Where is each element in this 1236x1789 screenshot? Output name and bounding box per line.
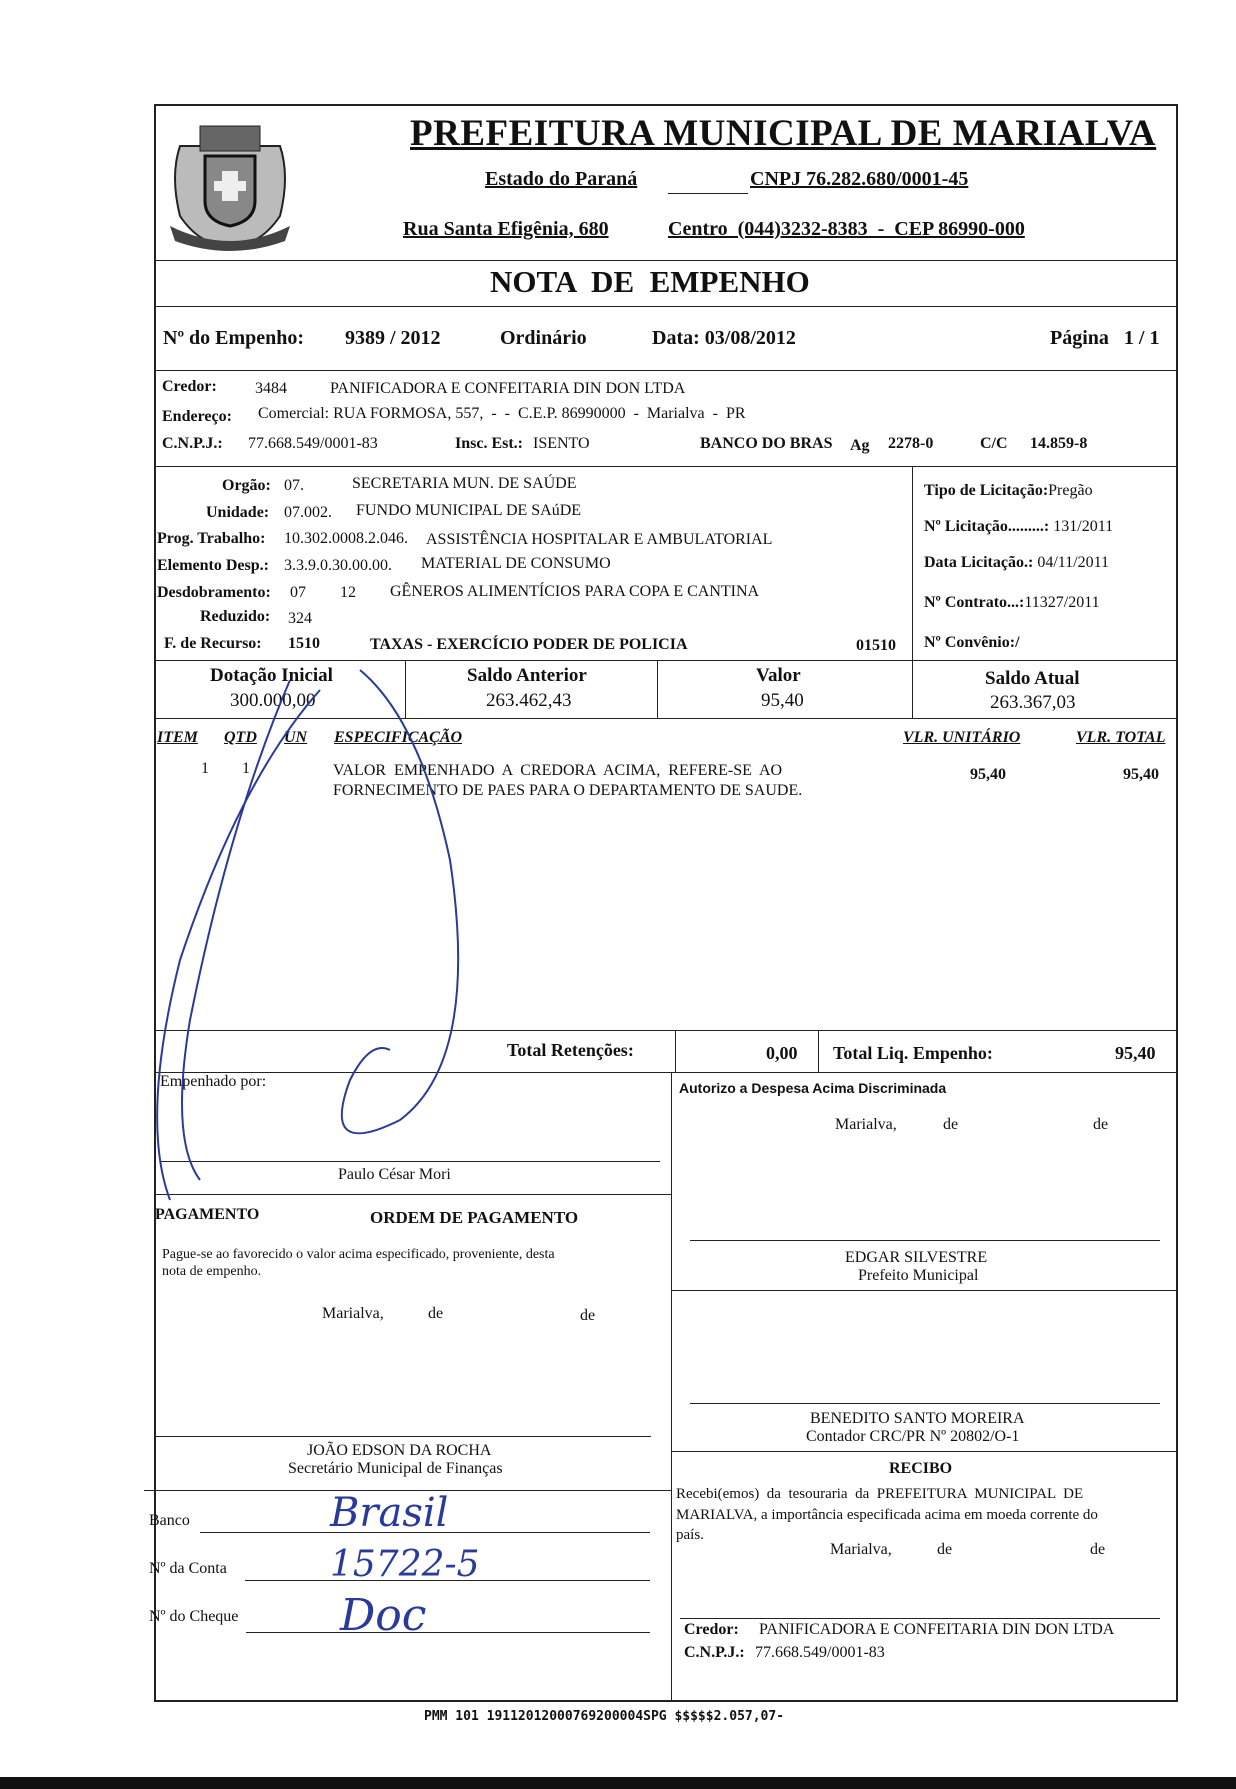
- address-label: Endereço:: [162, 408, 232, 425]
- valor-label: Valor: [756, 665, 801, 686]
- column-divider: [912, 466, 913, 660]
- credor-label: Credor:: [162, 378, 217, 395]
- secretario-name: JOÃO EDSON DA ROCHA: [307, 1442, 492, 1459]
- header-underline: [668, 193, 748, 194]
- reduzido-value: 324: [288, 610, 312, 627]
- saldo-atual-label: Saldo Atual: [985, 668, 1080, 689]
- cheque-line: [246, 1632, 650, 1633]
- licitacao-date: 04/11/2011: [1037, 554, 1110, 571]
- recibo-title: RECIBO: [889, 1460, 953, 1477]
- divider: [154, 370, 1178, 371]
- secretario-role: Secretário Municipal de Finanças: [288, 1460, 503, 1477]
- conta-label: Nº da Conta: [149, 1560, 227, 1577]
- header-title: PREFEITURA MUNICIPAL DE MARIALVA: [410, 113, 1157, 154]
- reduzido-label: Reduzido:: [200, 608, 271, 625]
- document-title: NOTA DE EMPENHO: [490, 264, 810, 299]
- desdobramento-code2: 12: [340, 584, 356, 601]
- fonte-label: F. de Recurso:: [164, 635, 262, 652]
- empenho-type: Ordinário: [500, 327, 587, 349]
- saldo-anterior-value: 263.462,43: [486, 690, 572, 711]
- desdobramento-code1: 07: [290, 584, 306, 601]
- column-divider: [657, 660, 658, 718]
- handwritten-banco: Brasil: [330, 1490, 449, 1536]
- col-especificacao: ESPECIFICAÇÃO: [334, 729, 463, 746]
- empenhado-name: Paulo César Mori: [338, 1166, 451, 1183]
- ag-label: Ag: [850, 437, 870, 454]
- pagamento-de2: de: [580, 1307, 596, 1324]
- desdobramento-label: Desdobramento:: [157, 584, 271, 601]
- recibo-cnpj-label: C.N.P.J.:: [684, 1644, 745, 1661]
- ag-value: 2278-0: [888, 435, 934, 452]
- divider: [154, 260, 1178, 261]
- recibo-credor-label: Credor:: [684, 1621, 739, 1638]
- recibo-cnpj: 77.668.549/0001-83: [755, 1644, 885, 1661]
- orgao-code: 07.: [284, 477, 304, 494]
- pague-line2: nota de empenho.: [162, 1264, 262, 1279]
- contador-role: Contador CRC/PR Nº 20802/O-1: [806, 1428, 1020, 1445]
- saldo-atual-value: 263.367,03: [990, 692, 1076, 713]
- valor-value: 95,40: [761, 690, 804, 711]
- prog-code: 10.302.0008.2.046.: [284, 530, 408, 547]
- orgao-label: Orgão:: [222, 477, 271, 494]
- prog-label: Prog. Trabalho:: [157, 530, 266, 547]
- dotacao-value: 300.000,00: [230, 690, 316, 711]
- licitacao-number-label: Nº Licitação.........: 131/2011: [924, 518, 1114, 535]
- credor-name: PANIFICADORA E CONFEITARIA DIN DON LTDA: [330, 380, 686, 397]
- bank-name: BANCO DO BRAS: [700, 435, 833, 452]
- row-desc-line2: FORNECIMENTO DE PAES PARA O DEPARTAMENTO DE SAUDE.: [333, 782, 803, 799]
- contador-name: BENEDITO SANTO MOREIRA: [810, 1410, 1025, 1427]
- coat-of-arms-logo: [160, 106, 300, 256]
- saldo-anterior-label: Saldo Anterior: [467, 665, 587, 686]
- insc-label: Insc. Est.:: [455, 435, 524, 452]
- liquido-value: 95,40: [1115, 1043, 1156, 1063]
- unidade-name: FUNDO MUNICIPAL DE SAúDE: [356, 502, 582, 519]
- fonte-name: TAXAS - EXERCÍCIO PODER DE POLICIA: [370, 636, 688, 653]
- autorizo-label: Autorizo a Despesa Acima Discriminada: [679, 1080, 947, 1096]
- handwritten-signature: [120, 660, 480, 1220]
- fonte-number: 01510: [856, 637, 896, 654]
- header-address: Rua Santa Efigênia, 680: [403, 218, 609, 240]
- prefeito-name: EDGAR SILVESTRE: [845, 1249, 988, 1266]
- row-unit-value: 95,40: [970, 766, 1006, 783]
- signature-line: [690, 1240, 1160, 1241]
- contrato-number: 11327/2011: [1024, 594, 1100, 611]
- recibo-line2: MARIALVA, a importância especificada acima em moeda corrente do: [676, 1507, 1098, 1523]
- retencoes-label: Total Retenções:: [507, 1040, 634, 1060]
- signature-line: [680, 1618, 1160, 1619]
- footer-code: PMM 101 19112012000769200004SPG $$$$$2.057,07-: [424, 1709, 785, 1724]
- signature-line: [155, 1436, 651, 1437]
- credor-code: 3484: [255, 380, 287, 397]
- fonte-code: 1510: [288, 635, 320, 652]
- empenho-label: Nº do Empenho:: [163, 327, 305, 349]
- cc-label: C/C: [980, 435, 1008, 452]
- col-un: UN: [284, 729, 308, 746]
- dotacao-label: Dotação Inicial: [210, 665, 333, 686]
- prefeito-role: Prefeito Municipal: [858, 1267, 979, 1284]
- autorizo-place: Marialva,: [835, 1116, 897, 1133]
- retencoes-value: 0,00: [766, 1043, 798, 1063]
- recibo-credor-name: PANIFICADORA E CONFEITARIA DIN DON LTDA: [759, 1621, 1115, 1638]
- row-qtd: 1: [242, 760, 250, 777]
- header-state: Estado do Paraná: [485, 168, 638, 190]
- contrato-label: Nº Contrato...:11327/2011: [924, 594, 1100, 611]
- empenho-number: 9389 / 2012: [345, 327, 441, 349]
- elemento-name: MATERIAL DE CONSUMO: [421, 555, 611, 572]
- licitacao-type-label: Tipo de Licitação:Pregão: [924, 482, 1093, 499]
- licitacao-type: Pregão: [1048, 482, 1093, 499]
- column-divider: [675, 1030, 676, 1072]
- col-qtd: QTD: [224, 729, 257, 746]
- pagamento-de1: de: [428, 1305, 444, 1322]
- recibo-line3: país.: [676, 1527, 704, 1543]
- handwritten-conta: 15722-5: [330, 1544, 480, 1585]
- column-divider: [818, 1030, 819, 1072]
- divider: [671, 1451, 1178, 1452]
- divider: [154, 306, 1178, 307]
- recibo-de2: de: [1090, 1541, 1106, 1558]
- liquido-label: Total Liq. Empenho:: [833, 1043, 993, 1063]
- empenho-date: Data: 03/08/2012: [652, 327, 796, 349]
- col-vlr-total: VLR. TOTAL: [1076, 729, 1166, 746]
- header-cnpj: CNPJ 76.282.680/0001-45: [750, 168, 969, 190]
- unidade-label: Unidade:: [206, 504, 270, 521]
- signature-line: [690, 1403, 1160, 1404]
- credor-cnpj: 77.668.549/0001-83: [248, 435, 378, 452]
- autorizo-de2: de: [1093, 1116, 1109, 1133]
- recibo-de1: de: [937, 1541, 953, 1558]
- elemento-code: 3.3.9.0.30.00.00.: [284, 557, 392, 574]
- scan-edge: [0, 1777, 1236, 1789]
- credor-address: Comercial: RUA FORMOSA, 557, - - C.E.P. 86990000 - Marialva - PR: [258, 405, 746, 422]
- licitacao-number: 131/2011: [1053, 518, 1114, 535]
- row-item: 1: [201, 760, 209, 777]
- desdobramento-name: GÊNEROS ALIMENTÍCIOS PARA COPA E CANTINA: [390, 583, 760, 600]
- header-contact: Centro (044)3232-8383 - CEP 86990-000: [668, 218, 1025, 240]
- banco-label: Banco: [149, 1512, 190, 1529]
- row-total-value: 95,40: [1123, 766, 1159, 783]
- recibo-line1: Recebi(emos) da tesouraria da PREFEITURA MUNICIPAL DE: [676, 1486, 1084, 1502]
- page-number: Página 1 / 1: [1050, 327, 1160, 349]
- unidade-code: 07.002.: [284, 504, 332, 521]
- recibo-place: Marialva,: [830, 1541, 892, 1558]
- prog-name: ASSISTÊNCIA HOSPITALAR E AMBULATORIAL: [426, 531, 773, 548]
- empenhado-label: Empenhado por:: [160, 1073, 267, 1090]
- cnpj-label: C.N.P.J.:: [162, 435, 223, 452]
- insc-value: ISENTO: [533, 435, 590, 452]
- pagamento-label: PAGAMENTO: [155, 1206, 260, 1223]
- cheque-label: Nº do Cheque: [149, 1608, 239, 1625]
- col-vlr-unitario: VLR. UNITÁRIO: [903, 729, 1021, 746]
- divider: [671, 1290, 1178, 1291]
- handwritten-cheque: Doc: [340, 1590, 427, 1641]
- col-item: ITEM: [157, 729, 198, 746]
- convenio-label: Nº Convênio:/: [924, 634, 1020, 651]
- column-divider: [671, 1072, 672, 1702]
- orgao-name: SECRETARIA MUN. DE SAÚDE: [352, 475, 577, 492]
- autorizo-de1: de: [943, 1116, 959, 1133]
- pagamento-place: Marialva,: [322, 1305, 384, 1322]
- divider: [154, 466, 1178, 467]
- elemento-label: Elemento Desp.:: [157, 557, 269, 574]
- ordem-pagamento-label: ORDEM DE PAGAMENTO: [370, 1208, 579, 1227]
- cc-value: 14.859-8: [1030, 435, 1088, 452]
- pague-line1: Pague-se ao favorecido o valor acima especificado, proveniente, desta: [162, 1247, 555, 1262]
- licitacao-date-label: Data Licitação.: 04/11/2011: [924, 554, 1110, 571]
- row-desc-line1: VALOR EMPENHADO A CREDORA ACIMA, REFERE-SE AO: [333, 762, 783, 779]
- column-divider: [912, 660, 913, 718]
